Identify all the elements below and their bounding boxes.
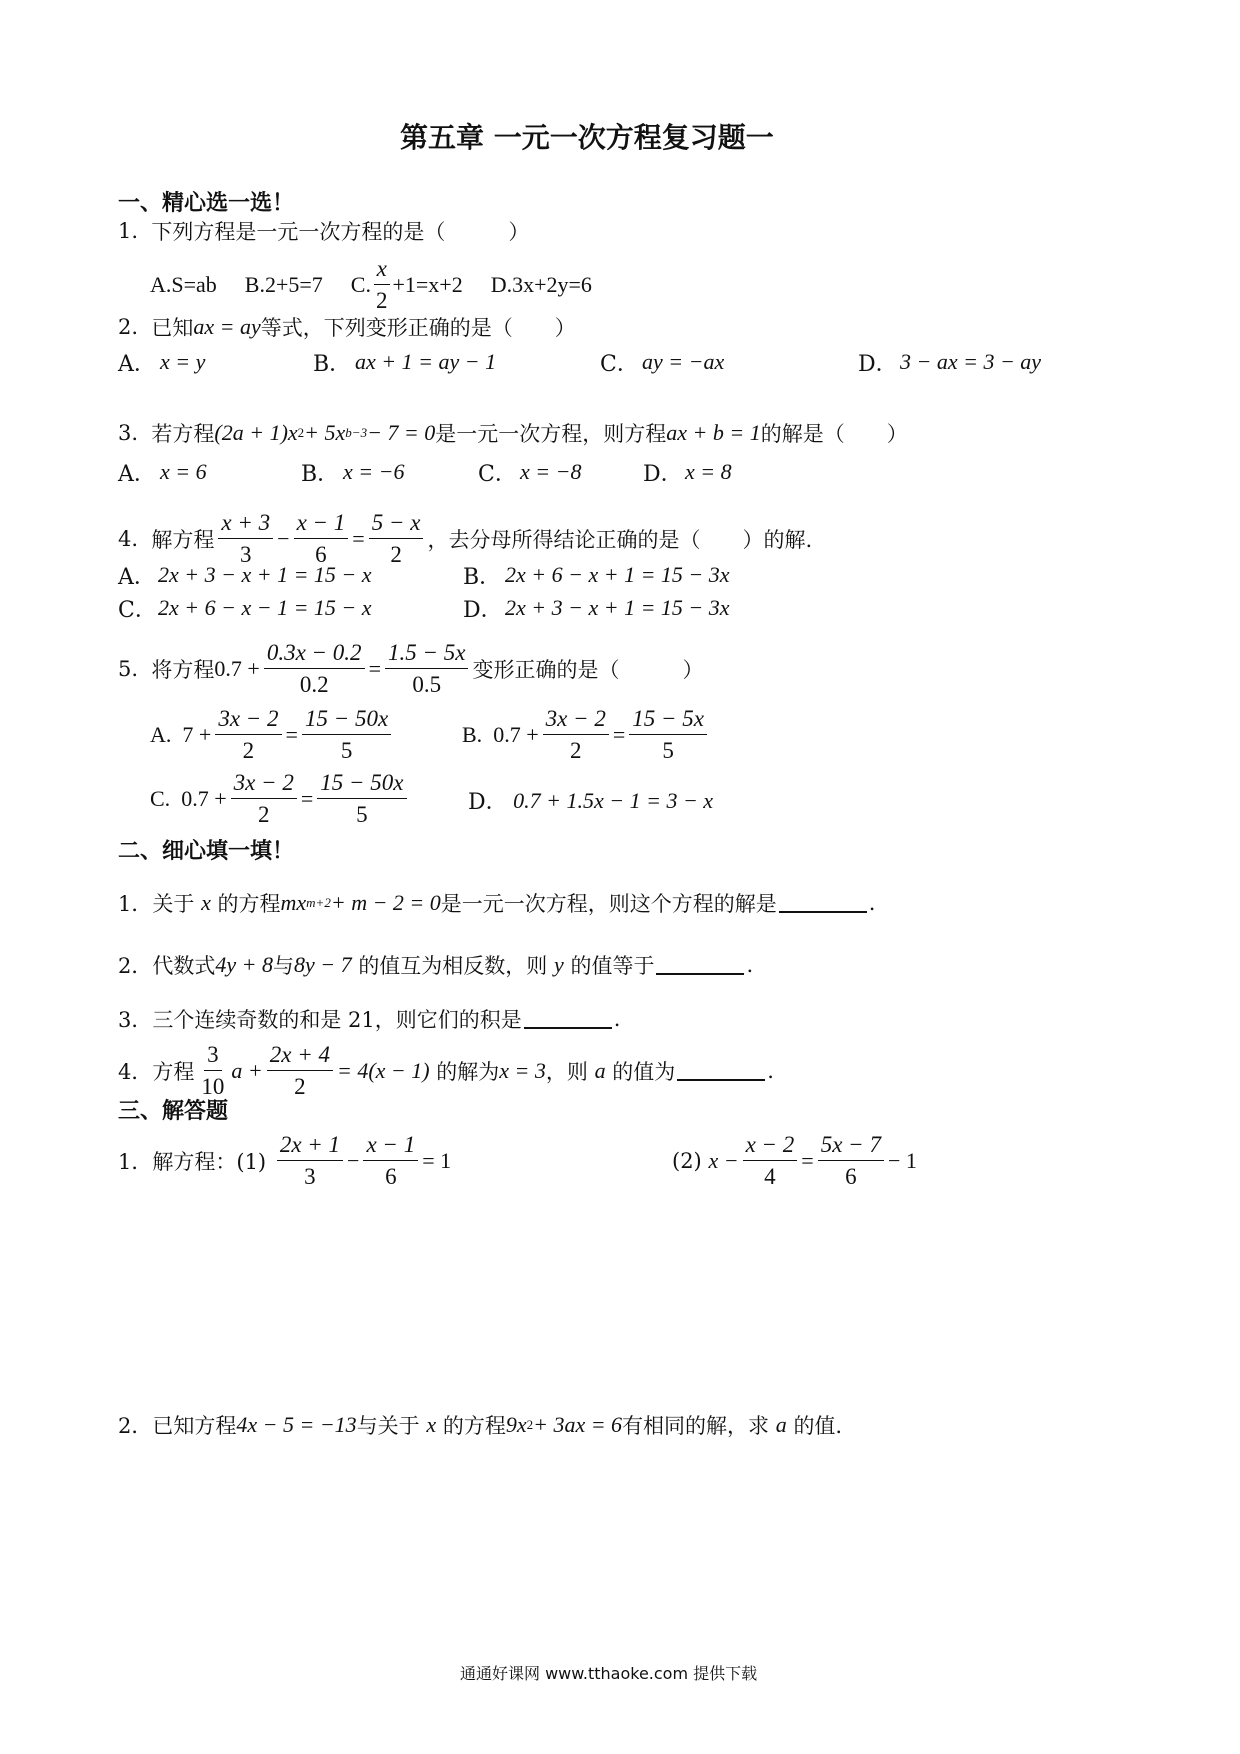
section-heading-choice: 一、精心选一选！ <box>118 191 295 216</box>
question-text-pre: 方程 <box>152 1059 195 1084</box>
option-c-lead: 0.7 + <box>181 785 227 811</box>
equation-part: mx <box>280 890 307 915</box>
expression-2: 8y − 7 <box>294 952 352 977</box>
option-b-label: B． <box>301 461 340 487</box>
question-number: 1. <box>118 219 139 243</box>
question-number: 4. <box>118 526 139 551</box>
option-d: 0.7 + 1.5x − 1 = 3 − x <box>513 787 714 813</box>
option-d: 2x + 3 − x + 1 = 15 − 3x <box>505 595 730 620</box>
option-c-label: C. <box>350 271 371 297</box>
fraction-numerator: 3x − 2 <box>543 706 609 735</box>
question-number: 2． <box>118 954 153 978</box>
fraction-denominator: 10 <box>201 1074 225 1100</box>
option-c-label: C. <box>150 785 171 811</box>
fraction-denominator: 6 <box>845 1164 857 1190</box>
fraction-1 <box>264 640 365 698</box>
fraction-2 <box>294 510 349 568</box>
fraction-denominator: 2 <box>375 288 388 314</box>
question-text: 三个连续奇数的和是 21，则它们的积是 <box>152 1008 522 1032</box>
question-text-post: 有相同的解，求 <box>622 1414 770 1438</box>
fraction-denominator: 2 <box>242 738 255 764</box>
fraction-numerator: 15 − 50x <box>317 770 406 799</box>
fill-question-4 <box>118 1042 774 1100</box>
answer-blank[interactable] <box>656 955 744 975</box>
exponent: 2 <box>297 425 305 440</box>
question-number: 5. <box>118 656 139 681</box>
fraction-numerator: 2x + 1 <box>277 1132 343 1161</box>
question-number: 2. <box>118 315 139 339</box>
fraction-2 <box>363 1132 418 1190</box>
question-5-option-a: A. 7 + $\frac{3x - 2}{2}$ = $\frac{15 - 50x}{5}$ <box>150 706 395 764</box>
fraction-denominator: 3 <box>304 1164 316 1190</box>
question-5-option-c: C. 0.7 + $\frac{3x - 2}{2}$ = $\frac{15 - 50x}{5}$ <box>150 770 411 828</box>
fraction-2 <box>302 706 391 764</box>
period: . <box>746 953 754 977</box>
equation-part: + m − 2 = 0 <box>330 890 441 915</box>
question-text-mid: 与关于 <box>356 1414 420 1438</box>
question-text-post: 是一元一次方程，则这个方程的解是 <box>440 892 777 916</box>
option-b-label: B. <box>462 721 483 747</box>
question-text-end: 的值. <box>793 1414 843 1438</box>
question-4-stem: 4. 解方程 $\frac{x + 3}{3}$ − $\frac{x - 1}{6}$ = $\frac{5 - x}{2}$ ，去分母所得结论正确的是（ ）的解. <box>118 510 813 568</box>
fraction-denominator: 6 <box>315 542 327 568</box>
option-b: 2x + 6 − x + 1 = 15 − 3x <box>505 562 730 587</box>
variable: a <box>775 1412 787 1437</box>
option-d-label: D． <box>858 351 898 377</box>
fraction-numerator: 15 − 50x <box>302 706 391 735</box>
variable: y <box>554 952 564 977</box>
fraction-numerator: 0.3x − 0.2 <box>264 640 365 669</box>
option-a-label: A． <box>118 351 156 377</box>
option-b: B.2+5=7 <box>244 271 323 297</box>
fraction-1 <box>743 1132 798 1190</box>
fraction-numerator: 3x − 2 <box>231 770 297 799</box>
equation-part: 9x <box>505 1412 527 1437</box>
question-5-stem: 5. 将方程 0.7 + $\frac{0.3x - 0.2}{0.2}$ = $\frac{1.5 - 5x}{0.5}$ 变形正确的是（ ） <box>118 640 704 698</box>
question-text-pre: 已知 <box>151 316 194 340</box>
equation-rhs: − 1 <box>887 1147 917 1173</box>
fraction-denominator: 4 <box>764 1164 776 1190</box>
exponent: 2 <box>526 1417 534 1432</box>
option-d: 3 − ax = 3 − ay <box>900 349 1042 374</box>
question-text-pre: 将方程 <box>151 657 215 682</box>
fraction-denominator: 2 <box>569 738 582 764</box>
fraction-1 <box>215 706 281 764</box>
option-a-label: A. <box>150 721 172 747</box>
question-text-post: 的解是（ ） <box>760 422 908 446</box>
question-expression: ax = ay <box>193 314 261 339</box>
question-5-option-d <box>468 785 713 816</box>
option-a: x = y <box>160 349 206 374</box>
equation-lead: 0.7 + <box>214 655 260 681</box>
question-text-post: 变形正确的是（ ） <box>472 657 704 682</box>
fraction-numerator: 5x − 7 <box>818 1132 884 1161</box>
fraction-denominator: 0.2 <box>299 672 329 698</box>
fraction-numerator: 2x + 4 <box>267 1042 333 1071</box>
fraction-1 <box>231 770 297 828</box>
option-b-label: B． <box>313 351 352 377</box>
question-1-options <box>150 256 592 314</box>
answer-blank[interactable] <box>524 1009 612 1029</box>
exponent: m+2 <box>306 895 331 910</box>
fraction-numerator: x <box>374 256 390 285</box>
question-text-pre: 关于 <box>152 892 195 916</box>
equation-2: ax + b = 1 <box>666 420 761 445</box>
fill-question-2 <box>118 950 753 980</box>
fraction-numerator: 3x − 2 <box>215 706 281 735</box>
question-number: 1． <box>118 1149 153 1174</box>
question-text-mid: 的方程 <box>442 1414 506 1438</box>
option-c: 2x + 6 − x − 1 = 15 − x <box>158 595 372 620</box>
option-a-lead: 7 + <box>182 721 212 747</box>
fraction-1 <box>277 1132 343 1190</box>
question-number: 1． <box>118 892 153 916</box>
equation-lead: x − <box>708 1147 739 1173</box>
variable: a <box>594 1057 606 1083</box>
fraction-numerator: x + 3 <box>218 510 273 539</box>
option-a: x = 6 <box>160 459 207 484</box>
option-d: x = 8 <box>685 459 732 484</box>
option-d-label: D． <box>468 790 508 815</box>
option-d-label: D． <box>463 597 503 623</box>
answer-question-2 <box>118 1410 842 1440</box>
question-text-mid: ，则 <box>545 1059 588 1084</box>
fraction-denominator: 5 <box>340 738 353 764</box>
page-title: 第五章 一元一次方程复习题一 <box>400 121 774 154</box>
fraction-denominator: 0.5 <box>412 672 442 698</box>
option-a: 2x + 3 − x + 1 = 15 − x <box>158 562 372 587</box>
question-text-mid: 与 <box>273 954 294 978</box>
equation-part: a + <box>231 1057 263 1083</box>
option-b-lead: 0.7 + <box>493 721 539 747</box>
option-d-label: D． <box>643 461 683 487</box>
option-a-label: A． <box>118 564 156 590</box>
variable: x <box>201 890 211 915</box>
option-c-label: C． <box>478 461 517 487</box>
question-number: 3． <box>118 1008 153 1032</box>
question-5-option-b: B. 0.7 + $\frac{3x - 2}{2}$ = $\frac{15 - 5x}{5}$ <box>462 706 711 764</box>
equation-part: − 7 = 0 <box>367 420 436 445</box>
option-b-label: B． <box>463 564 502 590</box>
answer-blank[interactable] <box>677 1061 765 1081</box>
option-a: A.S=ab <box>150 271 217 297</box>
option-a-label: A． <box>118 461 156 487</box>
fraction-1 <box>198 1042 227 1100</box>
exponent: b−3 <box>345 425 368 440</box>
fraction-1 <box>543 706 609 764</box>
option-d: D.3x+2y=6 <box>490 271 592 297</box>
option-c-label: C． <box>600 351 639 377</box>
answer-question-1-part1: 1． 解方程：(1) $\frac{2x + 1}{3}$ − $\frac{x - 1}{6}$ = 1 <box>118 1132 452 1190</box>
fraction-denominator: 6 <box>385 1164 397 1190</box>
part-label: (2) <box>672 1148 702 1173</box>
section-heading-answer: 三、解答题 <box>118 1099 229 1124</box>
question-text-pre: 解方程 <box>151 527 215 552</box>
question-3-stem <box>118 418 908 448</box>
question-text-post: ，去分母所得结论正确的是（ ）的解. <box>427 527 813 552</box>
option-c-fraction <box>373 256 391 314</box>
fraction-denominator: 5 <box>662 738 674 764</box>
question-text-pre: 已知方程 <box>152 1414 237 1438</box>
fraction-3 <box>369 510 424 568</box>
question-text: 下列方程是一元一次方程的是（ ） <box>151 220 530 244</box>
option-c-rest: +1=x+2 <box>392 271 463 297</box>
question-text-post: 等式，下列变形正确的是（ ） <box>260 316 576 340</box>
question-text-pre: 代数式 <box>152 954 216 978</box>
period: . <box>868 891 876 915</box>
equation-1: 4x − 5 = −13 <box>236 1412 357 1437</box>
fraction-2 <box>629 706 707 764</box>
fraction-numerator: 3 <box>204 1042 222 1071</box>
equation-part: (2a + 1)x <box>214 420 298 445</box>
fraction-denominator: 2 <box>294 1074 306 1100</box>
question-text-mid: 是一元一次方程，则方程 <box>435 422 667 446</box>
fill-question-3 <box>118 1004 620 1034</box>
question-number: 3. <box>118 421 139 445</box>
fraction-2 <box>818 1132 884 1190</box>
fraction-denominator: 2 <box>390 542 402 568</box>
answer-question-1-part2: (2) x − $\frac{x - 2}{4}$ = $\frac{5x - 7}{6}$ − 1 <box>672 1132 917 1190</box>
fraction-denominator: 2 <box>257 802 270 828</box>
fraction-denominator: 5 <box>356 802 368 828</box>
question-2-stem <box>118 312 576 342</box>
question-number: 4． <box>118 1059 153 1084</box>
equation-rhs: = 1 <box>422 1147 452 1173</box>
answer-blank[interactable] <box>779 893 867 913</box>
fraction-numerator: x − 1 <box>363 1132 418 1161</box>
fraction-numerator: 5 − x <box>369 510 424 539</box>
fraction-numerator: 15 − 5x <box>629 706 707 735</box>
fraction-denominator: 3 <box>240 542 252 568</box>
period: . <box>613 1007 621 1031</box>
expression-1: 4y + 8 <box>215 952 273 977</box>
fraction-numerator: x − 2 <box>743 1132 798 1161</box>
fraction-2 <box>317 770 406 828</box>
question-text-mid: 的方程 <box>217 892 281 916</box>
solution: x = 3 <box>499 1057 546 1083</box>
question-1-stem <box>118 216 529 246</box>
question-text-pre: 若方程 <box>151 422 215 446</box>
equation-rhs: = 4(x − 1) <box>336 1057 430 1083</box>
option-c: x = −8 <box>520 459 582 484</box>
section-heading-fill: 二、细心填一填！ <box>118 839 295 864</box>
question-text-post: 的值为 <box>612 1059 676 1084</box>
option-c: ay = −ax <box>642 349 725 374</box>
fraction-2 <box>385 640 468 698</box>
option-b: x = −6 <box>343 459 405 484</box>
equation-part: + 3ax = 6 <box>533 1412 623 1437</box>
question-text-post: 的值等于 <box>570 954 655 978</box>
equation-part: + 5x <box>304 420 346 445</box>
question-text-mid: 的解为 <box>436 1059 500 1084</box>
question-number: 2． <box>118 1414 153 1438</box>
period: . <box>767 1058 774 1083</box>
option-c-label: C． <box>118 597 157 623</box>
fraction-1 <box>218 510 273 568</box>
question-text-mid: 的值互为相反数，则 <box>358 954 548 978</box>
fraction-2 <box>267 1042 333 1100</box>
page-footer: 通通好课网 www.tthaoke.com 提供下载 <box>460 1664 758 1683</box>
variable: x <box>426 1412 437 1437</box>
fraction-numerator: 1.5 − 5x <box>385 640 468 669</box>
fraction-numerator: x − 1 <box>294 510 349 539</box>
question-text-pre: 解方程：(1) <box>152 1149 267 1174</box>
fill-question-1 <box>118 888 875 918</box>
option-b: ax + 1 = ay − 1 <box>355 349 497 374</box>
